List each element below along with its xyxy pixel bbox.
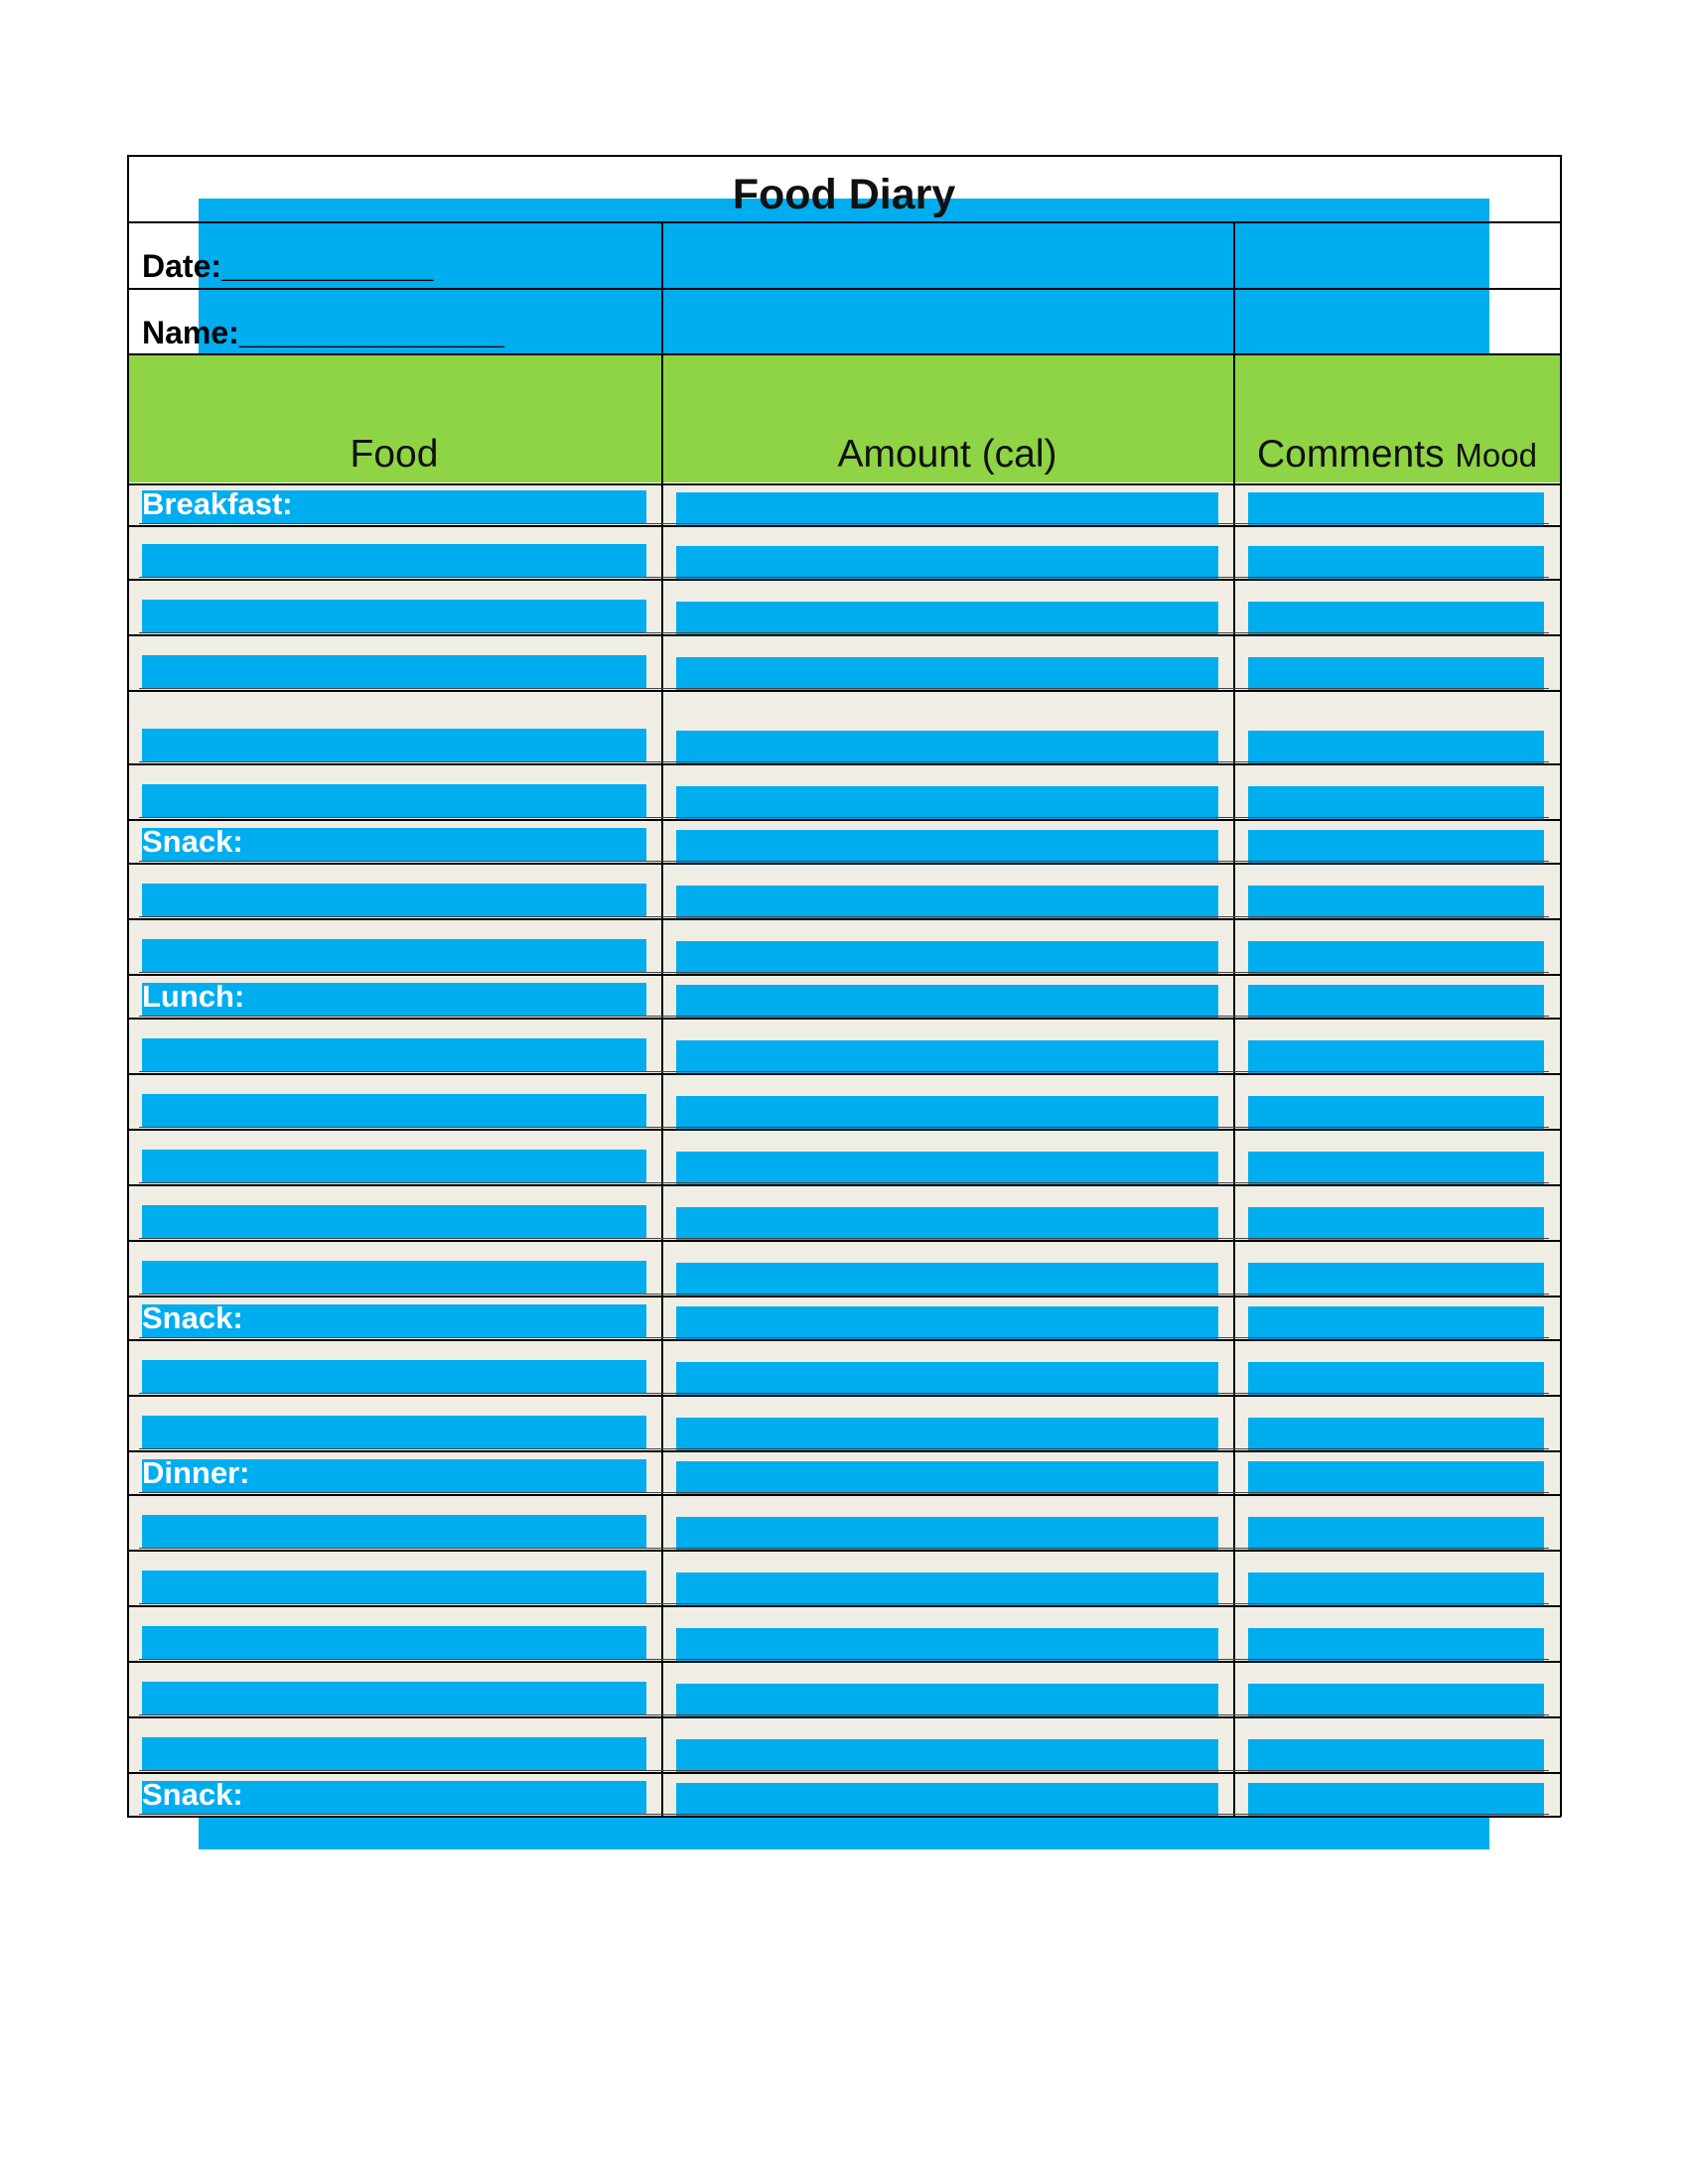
row-line: [127, 1184, 1561, 1186]
row-line-inner: [139, 688, 1549, 689]
entry-bar-comments[interactable]: [1248, 602, 1544, 635]
row-line-inner: [139, 523, 1549, 524]
entry-bar-comments[interactable]: [1248, 830, 1544, 864]
row-line-inner: [139, 1603, 1549, 1604]
entry-bar-food[interactable]: [142, 655, 646, 689]
entry-bar-amount[interactable]: [676, 546, 1218, 580]
entry-bar-food[interactable]: [142, 544, 646, 578]
row-line-inner: [139, 1016, 1549, 1017]
entry-bar-comments[interactable]: [1248, 1739, 1544, 1773]
entry-bar-food[interactable]: [142, 729, 646, 762]
row-line: [127, 1661, 1561, 1663]
row-line: [127, 1018, 1561, 1020]
row-line-inner: [139, 916, 1549, 917]
entry-bar-food[interactable]: [142, 1682, 646, 1715]
entry-bar-comments[interactable]: [1248, 1418, 1544, 1451]
entry-bar-comments[interactable]: [1248, 941, 1544, 975]
row-line: [127, 1296, 1561, 1297]
entry-bar-comments[interactable]: [1248, 657, 1544, 691]
row-line-inner: [139, 761, 1549, 762]
entry-bar-amount[interactable]: [676, 985, 1218, 1019]
row-line-inner: [139, 577, 1549, 578]
entry-bar-amount[interactable]: [676, 1783, 1218, 1817]
row-line: [127, 974, 1561, 976]
row-line: [127, 763, 1561, 765]
entry-bar-amount[interactable]: [676, 1572, 1218, 1606]
entry-bar-comments[interactable]: [1248, 786, 1544, 820]
row-line: [127, 1450, 1561, 1452]
row-line-inner: [139, 1071, 1549, 1072]
meal-label-snack-2: Snack:: [142, 1300, 243, 1335]
row-line-inner: [139, 1238, 1549, 1239]
row-line-inner: [139, 861, 1549, 862]
entry-bar-amount[interactable]: [676, 886, 1218, 919]
row-line-inner: [139, 1548, 1549, 1549]
entry-bar-comments[interactable]: [1248, 1362, 1544, 1396]
meal-label-lunch: Lunch:: [142, 979, 245, 1014]
row-line: [127, 1550, 1561, 1552]
name-field[interactable]: Name:_______________: [142, 315, 504, 350]
meal-label-dinner: Dinner:: [142, 1455, 250, 1490]
entry-bar-amount[interactable]: [676, 1040, 1218, 1074]
column-header-mood-label: Mood: [1455, 437, 1537, 474]
entry-bar-amount[interactable]: [676, 1628, 1218, 1662]
row-line-inner: [139, 972, 1549, 973]
column-divider-2: [1233, 222, 1235, 1817]
row-line: [127, 634, 1561, 636]
entry-bar-food[interactable]: [142, 1416, 646, 1449]
name-divider: [127, 353, 1561, 355]
entry-bar-amount[interactable]: [676, 1263, 1218, 1297]
entry-bar-food[interactable]: [142, 1737, 646, 1771]
entry-bar-food[interactable]: [142, 1261, 646, 1295]
entry-bar-food[interactable]: [142, 1038, 646, 1072]
entry-bar-food[interactable]: [142, 1150, 646, 1183]
row-line-inner: [139, 817, 1549, 818]
entry-bar-comments[interactable]: [1248, 886, 1544, 919]
row-line: [127, 1772, 1561, 1774]
entry-bar-comments[interactable]: [1248, 1207, 1544, 1241]
row-line: [127, 918, 1561, 920]
row-line-inner: [139, 1770, 1549, 1771]
entry-bar-amount[interactable]: [676, 1739, 1218, 1773]
row-line-inner: [139, 1294, 1549, 1295]
bottom-blue-strip: [199, 1817, 1489, 1849]
entry-bar-food[interactable]: [142, 884, 646, 917]
row-line: [127, 579, 1561, 581]
entry-bar-comments[interactable]: [1248, 1572, 1544, 1606]
row-line: [127, 1816, 1561, 1818]
row-line-inner: [139, 1814, 1549, 1815]
entry-bar-food[interactable]: [142, 1205, 646, 1239]
entry-bar-amount[interactable]: [676, 1362, 1218, 1396]
entry-bar-comments[interactable]: [1248, 1517, 1544, 1551]
entry-bar-comments[interactable]: [1248, 1783, 1544, 1817]
entry-bar-comments[interactable]: [1248, 1628, 1544, 1662]
row-line: [127, 1494, 1561, 1496]
row-line: [127, 1395, 1561, 1397]
entry-bar-amount[interactable]: [676, 731, 1218, 764]
date-field[interactable]: Date:____________: [142, 248, 434, 284]
entry-bar-food[interactable]: [142, 600, 646, 633]
row-line-inner: [139, 1393, 1549, 1394]
entry-bar-amount[interactable]: [676, 1152, 1218, 1185]
column-header-amount: Amount (cal): [837, 433, 1057, 476]
row-line: [127, 1073, 1561, 1075]
entry-bar-food[interactable]: [142, 784, 646, 818]
column-header-comments-label: Comments: [1257, 433, 1445, 476]
entry-bar-amount[interactable]: [676, 657, 1218, 691]
row-line-inner: [139, 632, 1549, 633]
row-line-inner: [139, 1337, 1549, 1338]
row-line: [127, 525, 1561, 527]
row-line: [127, 863, 1561, 865]
entry-bar-comments[interactable]: [1248, 1040, 1544, 1074]
entry-bar-amount[interactable]: [676, 1306, 1218, 1340]
row-line: [127, 1339, 1561, 1341]
entry-bar-amount[interactable]: [676, 786, 1218, 820]
column-divider-1: [661, 222, 663, 1817]
row-line-inner: [139, 1182, 1549, 1183]
row-line-inner: [139, 1714, 1549, 1715]
entry-bar-comments[interactable]: [1248, 1152, 1544, 1185]
entry-bar-comments[interactable]: [1248, 1263, 1544, 1297]
entry-bar-comments[interactable]: [1248, 546, 1544, 580]
row-line: [127, 1716, 1561, 1718]
entry-bar-food[interactable]: [142, 1626, 646, 1660]
entry-bar-comments[interactable]: [1248, 731, 1544, 764]
entry-bar-amount[interactable]: [676, 1684, 1218, 1717]
entry-bar-food[interactable]: [142, 939, 646, 973]
row-line-inner: [139, 1659, 1549, 1660]
entry-bar-amount[interactable]: [676, 1517, 1218, 1551]
entry-bar-comments[interactable]: [1248, 1684, 1544, 1717]
row-line-inner: [139, 1492, 1549, 1493]
row-line-inner: [139, 1127, 1549, 1128]
date-divider: [127, 288, 1561, 290]
column-header-comments: [1233, 433, 1561, 477]
page-title: Food Diary: [732, 171, 956, 218]
entry-bar-amount[interactable]: [676, 602, 1218, 635]
entry-bar-comments[interactable]: [1248, 1461, 1544, 1495]
entry-bar-amount[interactable]: [676, 1461, 1218, 1495]
border-top: [127, 155, 1561, 157]
row-line-inner: [139, 1448, 1549, 1449]
entry-bar-comments[interactable]: [1248, 1096, 1544, 1130]
entry-bar-amount[interactable]: [676, 1418, 1218, 1451]
entry-bar-amount[interactable]: [676, 1207, 1218, 1241]
entry-bar-amount[interactable]: [676, 830, 1218, 864]
title-divider: [127, 221, 1561, 223]
entry-bar-amount[interactable]: [676, 941, 1218, 975]
row-line: [127, 1240, 1561, 1242]
entry-bar-food[interactable]: [142, 1570, 646, 1604]
entry-bar-comments[interactable]: [1248, 1306, 1544, 1340]
entry-bar-amount[interactable]: [676, 1096, 1218, 1130]
row-line: [127, 1129, 1561, 1131]
row-line: [127, 690, 1561, 692]
meal-label-snack-1: Snack:: [142, 824, 243, 859]
entry-bar-comments[interactable]: [1248, 985, 1544, 1019]
row-line: [127, 483, 1561, 485]
meal-label-breakfast: Breakfast:: [142, 486, 293, 521]
entry-bar-amount[interactable]: [676, 492, 1218, 526]
entry-bar-comments[interactable]: [1248, 492, 1544, 526]
column-header-food: Food: [350, 433, 439, 476]
row-line: [127, 1605, 1561, 1607]
entry-bar-food[interactable]: [142, 1094, 646, 1128]
meal-label-snack-3: Snack:: [142, 1777, 243, 1812]
row-line: [127, 819, 1561, 821]
border-left: [127, 155, 129, 1817]
border-right: [1560, 155, 1562, 1817]
entry-bar-food[interactable]: [142, 1515, 646, 1549]
entry-bar-food[interactable]: [142, 1360, 646, 1394]
